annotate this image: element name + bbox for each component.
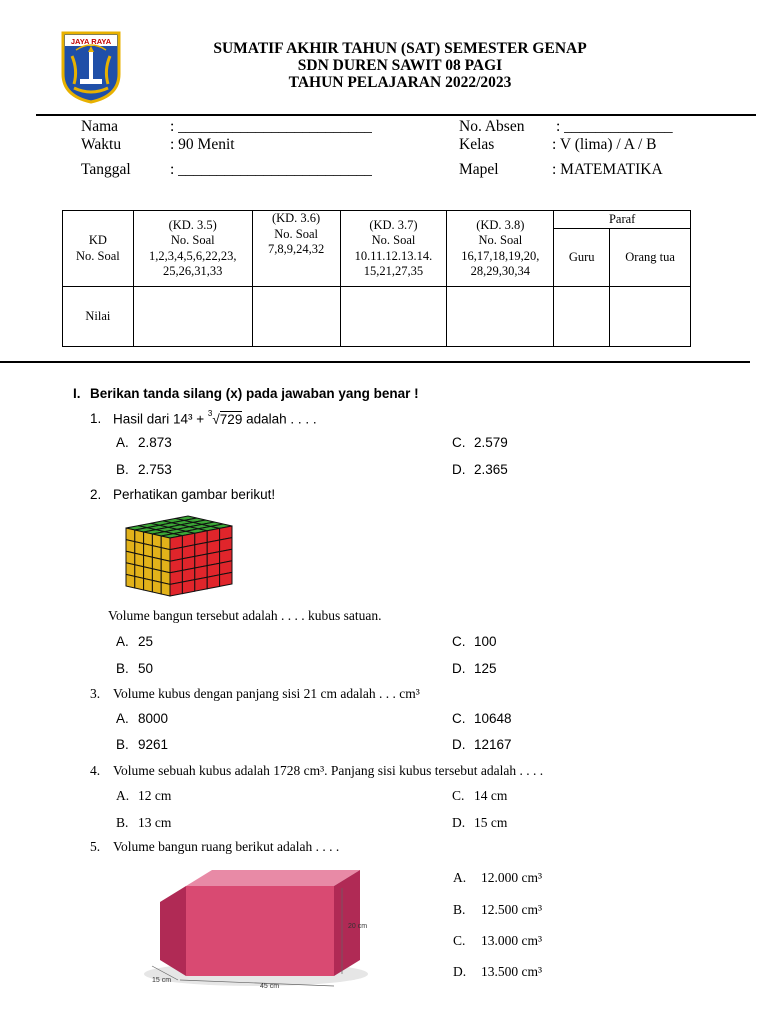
kd-table	[62, 210, 691, 347]
question-subtext: Volume bangun tersebut adalah . . . . kubus satuan.	[108, 608, 382, 623]
kd-column: (KD. 3.7) No. Soal 10.11.12.13.14. 15,21,27,35	[340, 211, 447, 287]
paraf-orangtua-cell[interactable]	[610, 287, 691, 347]
option-a[interactable]: A. 12 cm	[116, 788, 172, 803]
option-b[interactable]: B. 9261	[116, 737, 169, 752]
nama-field[interactable]: : _________________________	[170, 118, 372, 135]
absen-label: No. Absen	[459, 118, 525, 135]
section-instruction: Berikan tanda silang (x) pada jawaban yang benar !	[90, 386, 419, 401]
option-c[interactable]: C. 13.000 cm³	[453, 933, 543, 948]
cuboid-image	[138, 866, 388, 994]
kelas-label: Kelas	[459, 136, 495, 153]
option-a[interactable]: A. 12.000 cm³	[453, 870, 543, 885]
option-d[interactable]: D. 13.500 cm³	[453, 964, 543, 979]
cube-root: $^3$√729	[207, 409, 243, 427]
mapel-label: Mapel	[459, 161, 499, 178]
option-d[interactable]: D. 2.365	[452, 462, 508, 477]
question-number: 5.	[90, 839, 101, 854]
rubiks-cube-image	[118, 506, 234, 598]
nilai-cell[interactable]	[340, 287, 447, 347]
header-divider	[36, 114, 756, 116]
cube-facelet	[144, 578, 153, 592]
option-b[interactable]: B. 13 cm	[116, 815, 172, 830]
nilai-cell[interactable]	[447, 287, 554, 347]
cube-facelet	[182, 580, 194, 594]
kd-header-cell: KD No. Soal	[63, 211, 134, 287]
question-text: Volume bangun ruang berikut adalah . . . .	[113, 839, 340, 854]
option-c[interactable]: C. 100	[452, 634, 497, 649]
mapel-value: : MATEMATIKA	[552, 161, 663, 178]
length-label: 45 cm	[260, 983, 280, 990]
section-divider	[0, 361, 750, 363]
nama-label: Nama	[81, 118, 119, 135]
kd-column: (KD. 3.6) No. Soal 7,8,9,24,32	[252, 211, 340, 287]
cube-facelet	[207, 575, 219, 589]
option-a[interactable]: A. 25	[116, 634, 154, 649]
header-title-3: TAHUN PELAJARAN 2022/2023	[288, 74, 512, 91]
cube-facelet	[152, 580, 161, 594]
school-logo	[60, 30, 122, 104]
waktu-label: Waktu	[81, 136, 122, 153]
option-b[interactable]: B. 50	[116, 661, 154, 676]
option-c[interactable]: C. 2.579	[452, 435, 508, 450]
kd-column: (KD. 3.8) No. Soal 16,17,18,19,20, 28,29,30,34	[447, 211, 554, 287]
absen-field[interactable]: : ______________	[556, 118, 673, 135]
option-d[interactable]: D. 12167	[452, 737, 512, 752]
paraf-header: Paraf	[554, 211, 691, 229]
option-d[interactable]: D. 15 cm	[452, 815, 508, 830]
cube-facelet	[170, 582, 182, 596]
cube-facelet	[135, 576, 144, 590]
option-b[interactable]: B. 12.500 cm³	[453, 902, 543, 917]
cube-facelet	[161, 582, 170, 596]
section-numeral: I.	[73, 386, 81, 401]
cube-facelet	[195, 577, 207, 591]
cube-facelet	[220, 572, 232, 586]
question-text: Volume sebuah kubus adalah 1728 cm³. Panjang sisi kubus tersebut adalah . . . .	[113, 763, 544, 778]
height-label: 20 cm	[348, 923, 368, 930]
kd-column: (KD. 3.5) No. Soal 1,2,3,4,5,6,22,23, 25,26,31,33	[133, 211, 252, 287]
logo-text: JAYA RAYA	[70, 37, 112, 46]
header-title-2: SDN DUREN SAWIT 08 PAGI	[297, 57, 503, 74]
option-d[interactable]: D. 125	[452, 661, 497, 676]
option-c[interactable]: C. 10648	[452, 711, 512, 726]
paraf-guru-cell[interactable]	[554, 287, 610, 347]
question-number: 3.	[90, 686, 101, 701]
option-c[interactable]: C. 14 cm	[452, 788, 508, 803]
nilai-cell[interactable]	[133, 287, 252, 347]
kelas-value: : V (lima) / A / B	[552, 136, 657, 153]
question-text: Perhatikan gambar berikut!	[113, 487, 276, 502]
question-text: Hasil dari 14³ + $^3$√729 adalah . . . .	[113, 409, 317, 427]
question-number: 4.	[90, 763, 101, 778]
option-b[interactable]: B. 2.753	[116, 462, 172, 477]
tanggal-field[interactable]: : _________________________	[170, 161, 372, 178]
option-a[interactable]: A. 2.873	[116, 435, 172, 450]
cube-facelet	[126, 574, 135, 588]
orang-tua-header: Orang tua	[610, 229, 691, 287]
width-label: 15 cm	[152, 977, 172, 984]
guru-header: Guru	[554, 229, 610, 287]
option-a[interactable]: A. 8000	[116, 711, 169, 726]
header-title-1: SUMATIF AKHIR TAHUN (SAT) SEMESTER GENAP	[213, 40, 587, 57]
question-text: Volume kubus dengan panjang sisi 21 cm adalah . . . cm³	[113, 686, 420, 701]
nilai-cell[interactable]	[252, 287, 340, 347]
question-number: 2.	[90, 487, 102, 502]
waktu-value: : 90 Menit	[170, 136, 235, 153]
nilai-label: Nilai	[63, 287, 134, 347]
tanggal-label: Tanggal	[81, 161, 131, 178]
question-number: 1.	[90, 411, 102, 426]
